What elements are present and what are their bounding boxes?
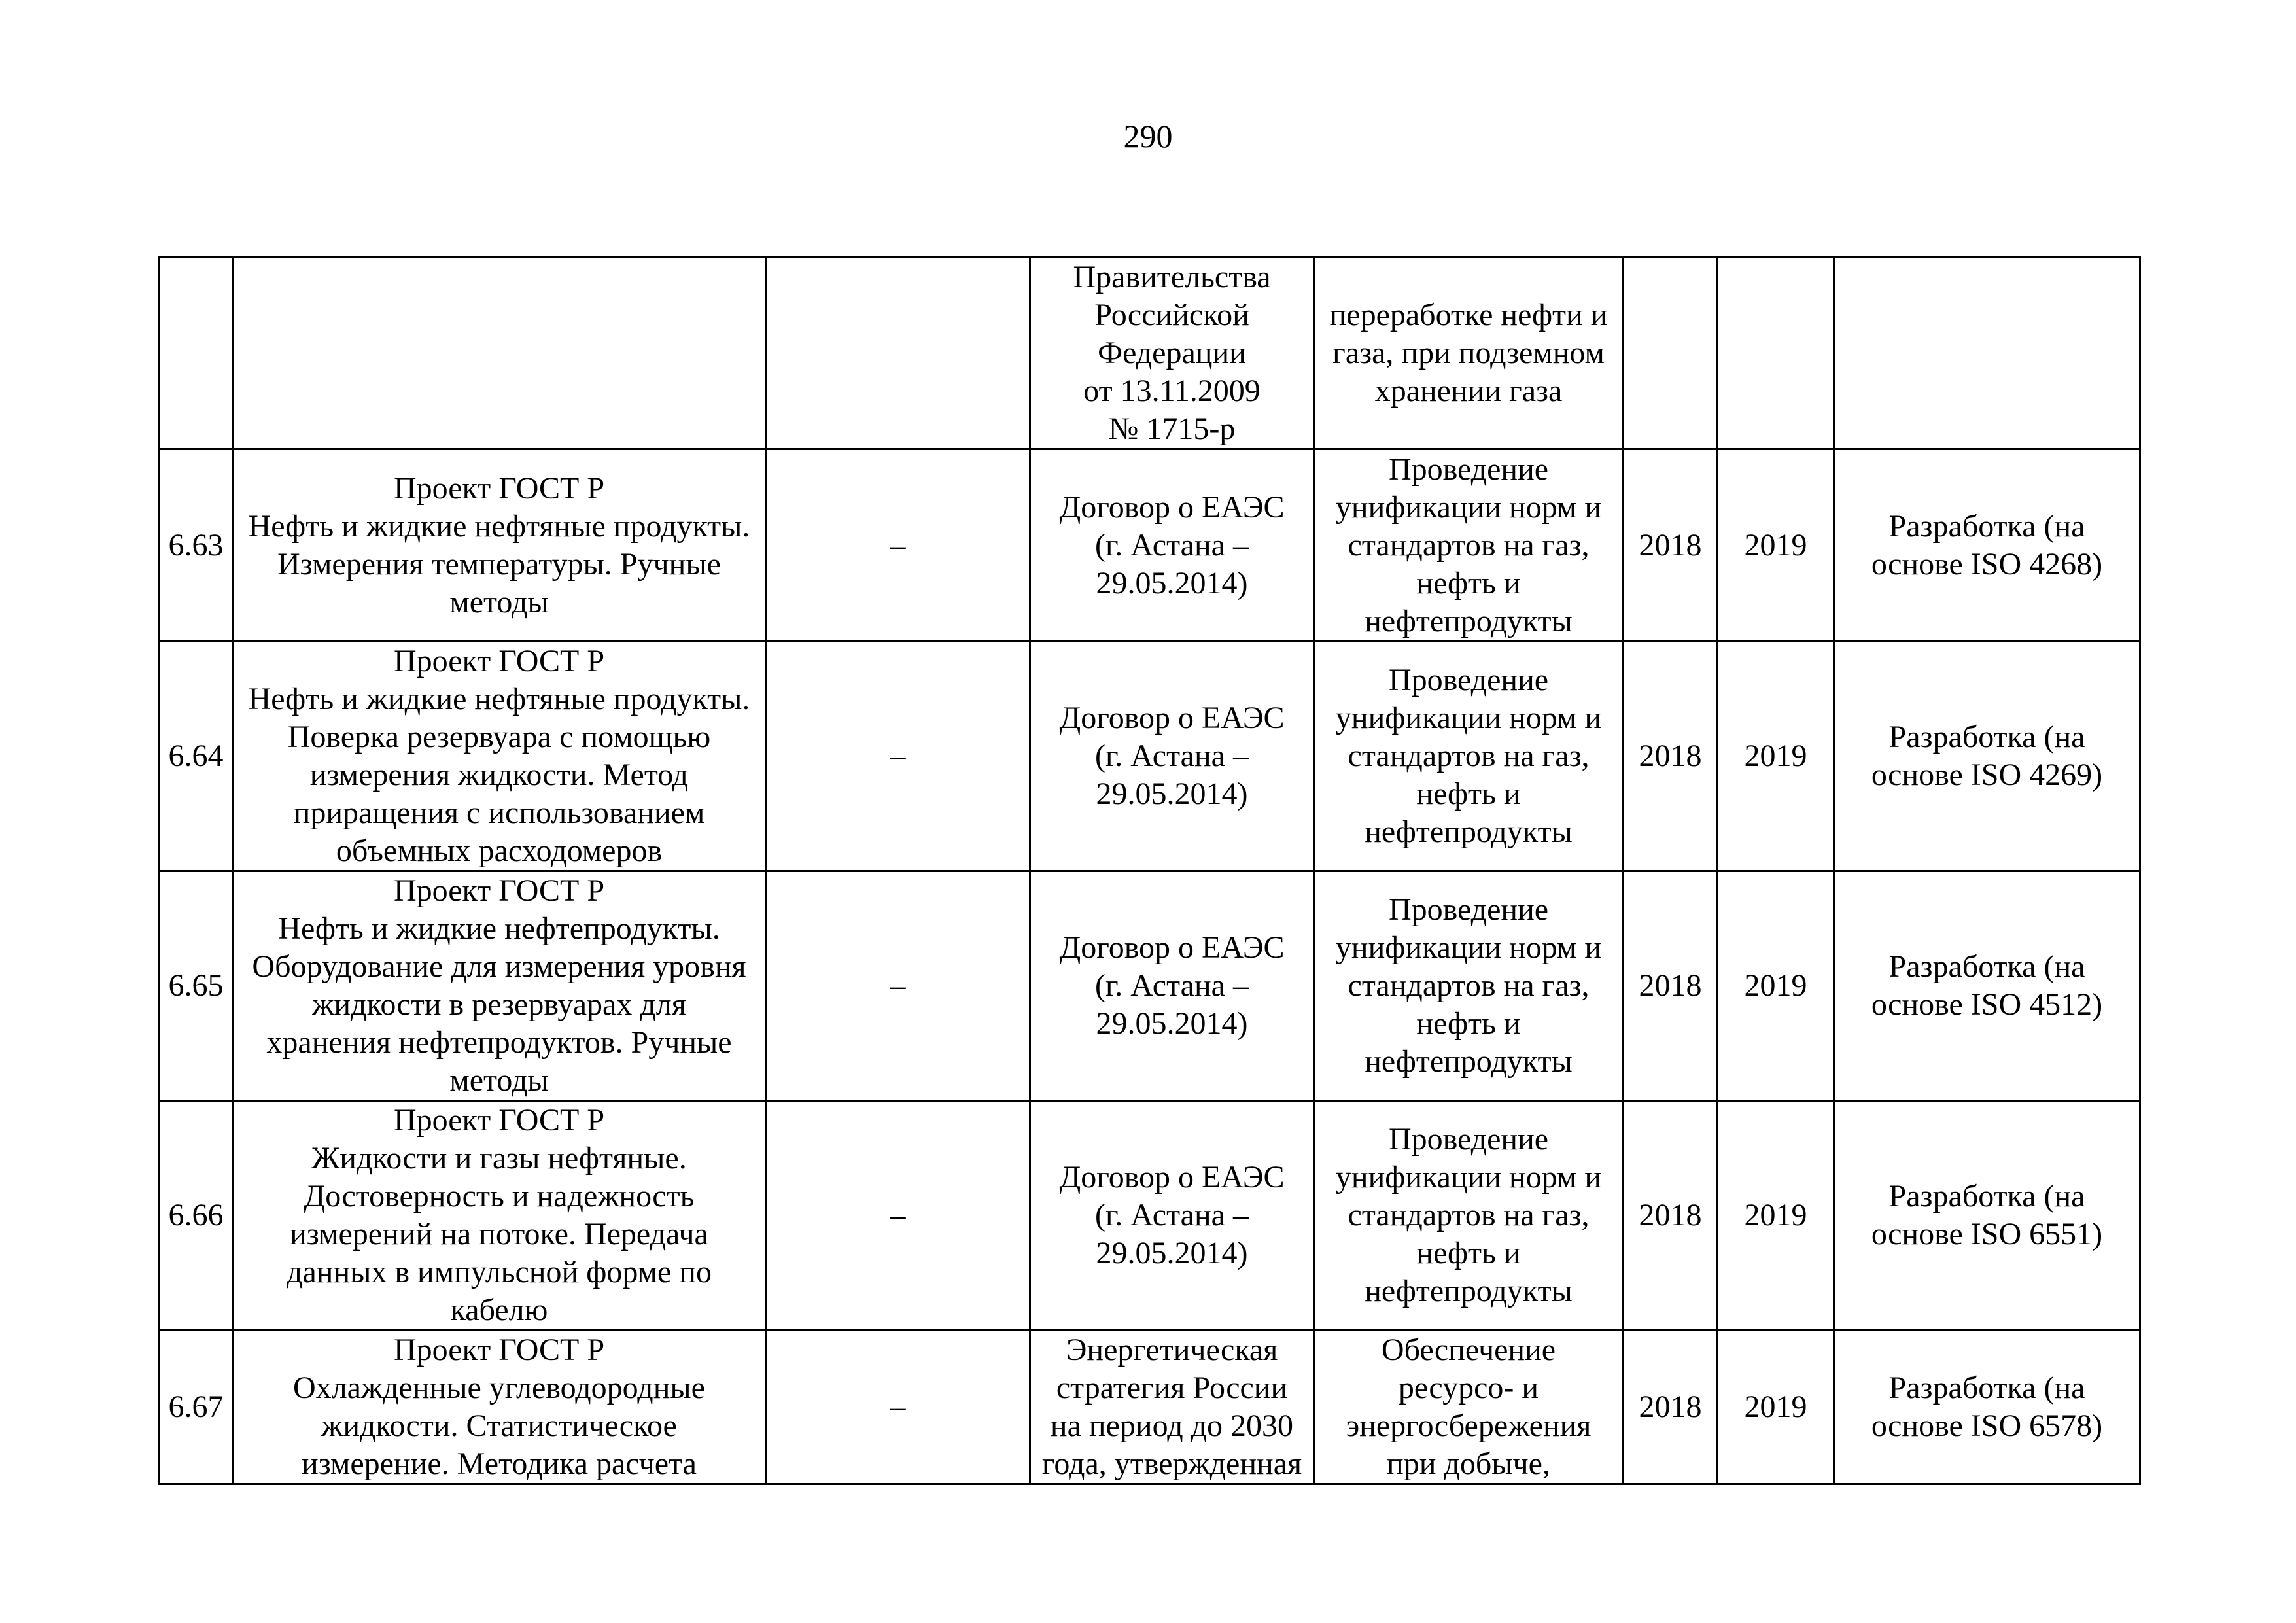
dash-cell bbox=[766, 258, 1030, 449]
standard-name-cell: Проект ГОСТ Р Жидкости и газы нефтяные. Достоверность и надежность измерений на потоке. Передача данных в импульсной форме по кабелю bbox=[233, 1101, 766, 1331]
basis-cell: Договор о ЕАЭС (г. Астана – 29.05.2014) bbox=[1030, 449, 1314, 642]
goal-cell: Проведение унификации норм и стандартов на газ, нефть и нефтепродукты bbox=[1314, 1101, 1624, 1331]
end-year-cell: 2019 bbox=[1718, 1331, 1834, 1484]
goal-cell: переработке нефти и газа, при подземном хранении газа bbox=[1314, 258, 1624, 449]
start-year-cell: 2018 bbox=[1624, 871, 1718, 1101]
goal-cell: Проведение унификации норм и стандартов на газ, нефть и нефтепродукты bbox=[1314, 642, 1624, 871]
dash-cell: – bbox=[766, 1101, 1030, 1331]
table-row bbox=[160, 1331, 2140, 1484]
standard-name-cell bbox=[233, 258, 766, 449]
start-year-cell bbox=[1624, 258, 1718, 449]
table-row bbox=[160, 871, 2140, 1101]
table-row bbox=[160, 258, 2140, 449]
row-number-cell: 6.64 bbox=[160, 642, 233, 871]
start-year-cell: 2018 bbox=[1624, 449, 1718, 642]
dash-cell: – bbox=[766, 449, 1030, 642]
end-year-cell: 2019 bbox=[1718, 449, 1834, 642]
end-year-cell: 2019 bbox=[1718, 871, 1834, 1101]
table-row bbox=[160, 449, 2140, 642]
goal-cell: Обеспечение ресурсо- и энергосбережения при добыче, bbox=[1314, 1331, 1624, 1484]
basis-cell: Правительства Российской Федерации от 13.11.2009 № 1715-р bbox=[1030, 258, 1314, 449]
start-year-cell: 2018 bbox=[1624, 1331, 1718, 1484]
row-number-cell: 6.65 bbox=[160, 871, 233, 1101]
basis-cell: Договор о ЕАЭС (г. Астана – 29.05.2014) bbox=[1030, 1101, 1314, 1331]
row-number-cell: 6.67 bbox=[160, 1331, 233, 1484]
work-type-cell: Разработка (на основе ISO 4268) bbox=[1834, 449, 2140, 642]
standard-name-cell: Проект ГОСТ Р Нефть и жидкие нефтяные продукты. Поверка резервуара с помощью измерения жидкости. Метод приращения с использованием объемных расходомеров bbox=[233, 642, 766, 871]
goal-cell: Проведение унификации норм и стандартов на газ, нефть и нефтепродукты bbox=[1314, 449, 1624, 642]
end-year-cell: 2019 bbox=[1718, 642, 1834, 871]
work-type-cell bbox=[1834, 258, 2140, 449]
work-type-cell: Разработка (на основе ISO 4512) bbox=[1834, 871, 2140, 1101]
basis-cell: Договор о ЕАЭС (г. Астана – 29.05.2014) bbox=[1030, 871, 1314, 1101]
start-year-cell: 2018 bbox=[1624, 642, 1718, 871]
goal-cell: Проведение унификации норм и стандартов на газ, нефть и нефтепродукты bbox=[1314, 871, 1624, 1101]
end-year-cell: 2019 bbox=[1718, 1101, 1834, 1331]
standards-table bbox=[158, 256, 2141, 1485]
end-year-cell bbox=[1718, 258, 1834, 449]
standard-name-cell: Проект ГОСТ Р Охлажденные углеводородные жидкости. Статистическое измерение. Методика расчета bbox=[233, 1331, 766, 1484]
basis-cell: Энергетическая стратегия России на период до 2030 года, утвержденная bbox=[1030, 1331, 1314, 1484]
dash-cell: – bbox=[766, 642, 1030, 871]
page-number: 290 bbox=[1123, 118, 1173, 154]
start-year-cell: 2018 bbox=[1624, 1101, 1718, 1331]
basis-cell: Договор о ЕАЭС (г. Астана – 29.05.2014) bbox=[1030, 642, 1314, 871]
work-type-cell: Разработка (на основе ISO 4269) bbox=[1834, 642, 2140, 871]
work-type-cell: Разработка (на основе ISO 6551) bbox=[1834, 1101, 2140, 1331]
row-number-cell bbox=[160, 258, 233, 449]
table-row bbox=[160, 1101, 2140, 1331]
dash-cell: – bbox=[766, 871, 1030, 1101]
row-number-cell: 6.63 bbox=[160, 449, 233, 642]
dash-cell: – bbox=[766, 1331, 1030, 1484]
table-row bbox=[160, 642, 2140, 871]
work-type-cell: Разработка (на основе ISO 6578) bbox=[1834, 1331, 2140, 1484]
standard-name-cell: Проект ГОСТ Р Нефть и жидкие нефтепродукты. Оборудование для измерения уровня жидкости в резервуарах для хранения нефтепродуктов. Ручные методы bbox=[233, 871, 766, 1101]
row-number-cell: 6.66 bbox=[160, 1101, 233, 1331]
standard-name-cell: Проект ГОСТ Р Нефть и жидкие нефтяные продукты. Измерения температуры. Ручные методы bbox=[233, 449, 766, 642]
